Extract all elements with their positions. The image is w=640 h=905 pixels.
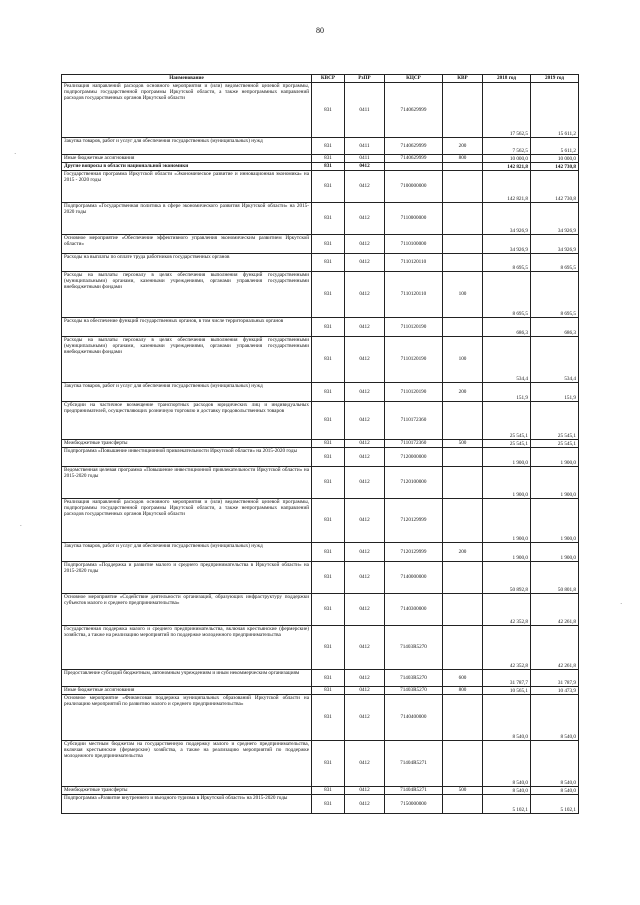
scan-speck: ·	[620, 600, 623, 608]
cell-name: Основное мероприятие «Содействие деятельности организаций, образующих инфраструктуру поддержки субъектов малого и среднего предпринимательства»	[62, 594, 312, 626]
cell-kvr	[443, 795, 483, 814]
cell-y2018: 34 926,9	[483, 235, 531, 254]
cell-kcsr: 7110000000	[385, 203, 443, 235]
cell-y2018: 8 540,0	[483, 787, 531, 795]
cell-kvr	[443, 499, 483, 543]
cell-y2019: 151,9	[531, 383, 579, 402]
cell-rzpr: 0412	[345, 203, 385, 235]
cell-kcsr: 7110120190	[385, 383, 443, 402]
cell-name: Закупка товаров, работ и услуг для обеспечения государственных (муниципальных) нужд	[62, 138, 312, 155]
cell-y2019: 8 695,5	[531, 272, 579, 318]
cell-name: Расходы на выплаты персоналу в целях обеспечения выполнения функций государственными (муниципальными) органами, казенными учреждениями, органами управления государственными внебюджетными фондами	[62, 272, 312, 318]
cell-rzpr: 0412	[345, 543, 385, 562]
header-name: Наименование	[62, 75, 312, 83]
cell-y2019: 5 611,2	[531, 138, 579, 155]
cell-rzpr: 0412	[345, 499, 385, 543]
cell-name: Реализация направлений расходов основного мероприятия и (или) ведомственной целевой программы, подпрограммы государственной программы Иркутской области, а также непрограммных направлений расходов государственных органов Иркутской области	[62, 499, 312, 543]
cell-kcsr: 7120000000	[385, 448, 443, 467]
cell-kvsr: 831	[312, 138, 345, 155]
cell-rzpr: 0412	[345, 448, 385, 467]
cell-kcsr: 7120129999	[385, 499, 443, 543]
cell-kvsr: 831	[312, 795, 345, 814]
cell-kvr: 500	[443, 787, 483, 795]
table-row	[62, 626, 579, 670]
cell-name: Подпрограмма «Повышение инвестиционной привлекательности Иркутской области» на 2015-2020 годы	[62, 448, 312, 467]
cell-y2018: 1 900,0	[483, 543, 531, 562]
cell-y2018: 142 821,8	[483, 163, 531, 171]
cell-name: Расходы на выплаты по оплате труда работников государственных органов	[62, 254, 312, 272]
cell-name: Расходы на обеспечение функций государственных органов, в том числе территориальных органов	[62, 318, 312, 337]
cell-rzpr: 0412	[345, 594, 385, 626]
header-kcsr: КЦСР	[385, 75, 443, 83]
header-kvsr: КВСР	[312, 75, 345, 83]
table-row	[62, 562, 579, 594]
cell-rzpr: 0412	[345, 402, 385, 440]
cell-kvsr: 831	[312, 254, 345, 272]
cell-y2019: 686,3	[531, 318, 579, 337]
cell-y2018: 8 695,5	[483, 254, 531, 272]
cell-y2019: 25 545,1	[531, 402, 579, 440]
cell-kvsr: 831	[312, 687, 345, 695]
cell-y2019: 15 611,2	[531, 83, 579, 138]
header-kvr: КВР	[443, 75, 483, 83]
cell-kvsr: 831	[312, 670, 345, 687]
budget-table	[61, 74, 579, 814]
cell-kvr	[443, 203, 483, 235]
table-header-row	[62, 75, 579, 83]
cell-name: Межбюджетные трансферты	[62, 787, 312, 795]
cell-y2019: 142 730,8	[531, 171, 579, 203]
cell-kvr	[443, 235, 483, 254]
cell-kcsr: 7140000000	[385, 562, 443, 594]
cell-name: Подпрограмма «Развитие внутреннего и въездного туризма в Иркутской области» на 2015-2020 годы	[62, 795, 312, 814]
cell-rzpr: 0412	[345, 687, 385, 695]
cell-kcsr: 7120129999	[385, 543, 443, 562]
cell-kvr	[443, 254, 483, 272]
cell-y2018: 8 540,0	[483, 695, 531, 741]
cell-y2019: 25 545,1	[531, 440, 579, 448]
cell-kvr	[443, 318, 483, 337]
cell-name: Основное мероприятие «Обеспечение эффективного управления экономическим развитием Иркутской области»	[62, 235, 312, 254]
table-row	[62, 670, 579, 687]
cell-kcsr: 71403R5270	[385, 687, 443, 695]
cell-kvsr: 831	[312, 203, 345, 235]
table-row	[62, 203, 579, 235]
cell-y2019: 10 473,9	[531, 687, 579, 695]
cell-name: Государственная программа Иркутской области «Экономическое развитие и инновационная экономика» на 2015 - 2020 годы	[62, 171, 312, 203]
cell-kvr	[443, 402, 483, 440]
cell-name: Государственная поддержка малого и среднего предпринимательства, включая крестьянские (фермерские) хозяйства, а также на реализацию мероприятий по поддержке молодежного предпринимательства	[62, 626, 312, 670]
table-row	[62, 254, 579, 272]
cell-kvsr: 831	[312, 594, 345, 626]
cell-kvsr: 831	[312, 626, 345, 670]
cell-name: Расходы на выплаты персоналу в целях обеспечения выполнения функций государственными (муниципальными) органами, казенными учреждениями, органами управления государственными внебюджетными фондами	[62, 337, 312, 383]
cell-name: Подпрограмма «Поддержка и развитие малого и среднего предпринимательства в Иркутской области» на 2015-2020 годы	[62, 562, 312, 594]
table-row	[62, 741, 579, 787]
scan-speck: ·	[14, 150, 17, 158]
cell-rzpr: 0412	[345, 318, 385, 337]
table-row	[62, 594, 579, 626]
cell-name: Основное мероприятие «Финансовая поддержка муниципальных образований Иркутской области на реализацию мероприятий по развитию малого и среднего предпринимательства»	[62, 695, 312, 741]
cell-name: Другие вопросы в области национальной экономики	[62, 163, 312, 171]
cell-kvsr: 831	[312, 440, 345, 448]
cell-kcsr: 7140400000	[385, 695, 443, 741]
table-body	[62, 83, 579, 814]
cell-kvr: 500	[443, 440, 483, 448]
table-row	[62, 163, 579, 171]
cell-kcsr: 7150000000	[385, 795, 443, 814]
cell-y2019: 534,4	[531, 337, 579, 383]
table-row	[62, 318, 579, 337]
cell-kcsr: 7110120110	[385, 272, 443, 318]
table-row	[62, 499, 579, 543]
table-row	[62, 235, 579, 254]
cell-rzpr: 0412	[345, 163, 385, 171]
table-row	[62, 383, 579, 402]
cell-y2019: 42 261,8	[531, 594, 579, 626]
cell-kvr: 800	[443, 687, 483, 695]
cell-y2018: 25 545,1	[483, 440, 531, 448]
cell-y2018: 31 787,7	[483, 670, 531, 687]
table-row	[62, 402, 579, 440]
cell-kcsr: 7110100000	[385, 235, 443, 254]
cell-y2019: 34 926,9	[531, 203, 579, 235]
cell-rzpr: 0411	[345, 138, 385, 155]
cell-kcsr: 7110172360	[385, 440, 443, 448]
cell-kcsr: 7140629999	[385, 155, 443, 163]
cell-rzpr: 0412	[345, 171, 385, 203]
cell-kcsr: 71404R5271	[385, 741, 443, 787]
cell-name: Предоставление субсидий бюджетным, автономным учреждениям и иным некоммерческим организациям	[62, 670, 312, 687]
cell-kvsr: 831	[312, 235, 345, 254]
cell-kvsr: 831	[312, 467, 345, 499]
cell-y2018: 1 900,0	[483, 448, 531, 467]
cell-y2019: 8 540,0	[531, 741, 579, 787]
cell-y2018: 7 562,5	[483, 138, 531, 155]
cell-rzpr: 0411	[345, 155, 385, 163]
table-row	[62, 787, 579, 795]
cell-kvr: 600	[443, 670, 483, 687]
cell-kvr: 200	[443, 543, 483, 562]
table-row	[62, 138, 579, 155]
table-row	[62, 795, 579, 814]
cell-y2018: 8 540,0	[483, 741, 531, 787]
cell-name: Закупка товаров, работ и услуг для обеспечения государственных (муниципальных) нужд	[62, 543, 312, 562]
cell-rzpr: 0412	[345, 467, 385, 499]
cell-kcsr: 7120100000	[385, 467, 443, 499]
cell-name: Субсидии на частичное возмещение транспортных расходов юридических лиц и индивидуальных предпринимателей, осуществляющих розничную торговлю и доставку продовольственных товаров	[62, 402, 312, 440]
cell-y2019: 1 900,0	[531, 499, 579, 543]
cell-y2019: 5 102,1	[531, 795, 579, 814]
cell-kvsr: 831	[312, 787, 345, 795]
header-2018: 2018 год	[483, 75, 531, 83]
cell-rzpr: 0412	[345, 272, 385, 318]
cell-kvr	[443, 562, 483, 594]
cell-kvsr: 831	[312, 318, 345, 337]
cell-kvr: 200	[443, 383, 483, 402]
cell-name: Субсидии местным бюджетам на государственную поддержку малого и среднего предпринимательства, включая крестьянские (фермерские) хозяйства, а также на реализацию мероприятий по поддержке молодежного предпринимательства	[62, 741, 312, 787]
cell-rzpr: 0412	[345, 440, 385, 448]
cell-rzpr: 0412	[345, 741, 385, 787]
cell-kcsr: 7140629999	[385, 138, 443, 155]
cell-y2018: 42 352,8	[483, 626, 531, 670]
cell-y2019: 31 787,9	[531, 670, 579, 687]
cell-kvsr: 831	[312, 543, 345, 562]
cell-name: Иные бюджетные ассигнования	[62, 687, 312, 695]
cell-y2018: 5 102,1	[483, 795, 531, 814]
cell-rzpr: 0412	[345, 383, 385, 402]
table-row	[62, 155, 579, 163]
table-row	[62, 272, 579, 318]
cell-kvsr: 831	[312, 562, 345, 594]
cell-kcsr: 7110120190	[385, 337, 443, 383]
cell-name: Реализация направлений расходов основного мероприятия и (или) ведомственной целевой программы, подпрограммы государственной программы Иркутской области, а также непрограммных направлений расходов государственных органов Иркутской области	[62, 83, 312, 138]
cell-y2019: 10 000,0	[531, 155, 579, 163]
cell-rzpr: 0412	[345, 562, 385, 594]
cell-kvr	[443, 695, 483, 741]
cell-rzpr: 0412	[345, 695, 385, 741]
cell-kcsr: 71403R5270	[385, 626, 443, 670]
cell-kvr	[443, 171, 483, 203]
cell-name: Межбюджетные трансферты	[62, 440, 312, 448]
cell-y2018: 142 821,8	[483, 171, 531, 203]
cell-kvr	[443, 83, 483, 138]
cell-y2019: 8 540,0	[531, 787, 579, 795]
cell-kvsr: 831	[312, 741, 345, 787]
cell-y2019: 42 261,8	[531, 626, 579, 670]
cell-kvr: 100	[443, 337, 483, 383]
cell-rzpr: 0412	[345, 787, 385, 795]
cell-kvsr: 831	[312, 163, 345, 171]
cell-kvsr: 831	[312, 83, 345, 138]
cell-rzpr: 0412	[345, 626, 385, 670]
cell-kvr: 100	[443, 272, 483, 318]
cell-kcsr: 7140300000	[385, 594, 443, 626]
cell-y2018: 42 352,8	[483, 594, 531, 626]
cell-rzpr: 0412	[345, 670, 385, 687]
cell-kcsr	[385, 163, 443, 171]
cell-rzpr: 0412	[345, 337, 385, 383]
cell-y2018: 34 926,9	[483, 203, 531, 235]
cell-y2019: 1 900,0	[531, 448, 579, 467]
table-row	[62, 83, 579, 138]
cell-y2018: 686,3	[483, 318, 531, 337]
cell-y2019: 142 730,8	[531, 163, 579, 171]
cell-kcsr: 7110120190	[385, 318, 443, 337]
cell-name: Подпрограмма «Государственная политика в сфере экономического развития Иркутской области» на 2015-2020 годы	[62, 203, 312, 235]
table-row	[62, 337, 579, 383]
cell-kvsr: 831	[312, 155, 345, 163]
cell-y2019: 1 900,0	[531, 467, 579, 499]
cell-kcsr: 7110172360	[385, 402, 443, 440]
scan-speck: .	[20, 520, 22, 528]
cell-y2019: 8 540,0	[531, 695, 579, 741]
page-number: 80	[316, 26, 324, 35]
cell-y2018: 25 545,1	[483, 402, 531, 440]
cell-kvsr: 831	[312, 383, 345, 402]
cell-rzpr: 0412	[345, 235, 385, 254]
table-row	[62, 467, 579, 499]
table-row	[62, 687, 579, 695]
cell-y2018: 8 695,5	[483, 272, 531, 318]
cell-y2018: 10 000,0	[483, 155, 531, 163]
cell-y2018: 50 892,8	[483, 562, 531, 594]
cell-name: Закупка товаров, работ и услуг для обеспечения государственных (муниципальных) нужд	[62, 383, 312, 402]
cell-y2018: 1 900,0	[483, 467, 531, 499]
header-2019: 2019 год	[531, 75, 579, 83]
cell-kvsr: 831	[312, 499, 345, 543]
cell-y2018: 534,4	[483, 337, 531, 383]
cell-kcsr: 71404R5271	[385, 787, 443, 795]
cell-kvr	[443, 448, 483, 467]
cell-kvsr: 831	[312, 695, 345, 741]
table-row	[62, 543, 579, 562]
cell-rzpr: 0412	[345, 254, 385, 272]
cell-y2018: 1 900,0	[483, 499, 531, 543]
cell-kvr: 800	[443, 155, 483, 163]
table-row	[62, 448, 579, 467]
cell-y2019: 1 900,0	[531, 543, 579, 562]
cell-name: Иные бюджетные ассигнования	[62, 155, 312, 163]
cell-kvr	[443, 626, 483, 670]
cell-kvsr: 831	[312, 171, 345, 203]
table-row	[62, 695, 579, 741]
cell-kcsr: 71403R5270	[385, 670, 443, 687]
cell-y2018: 17 562,5	[483, 83, 531, 138]
cell-rzpr: 0411	[345, 83, 385, 138]
cell-kvr	[443, 467, 483, 499]
cell-kcsr: 7100000000	[385, 171, 443, 203]
cell-y2018: 10 565,1	[483, 687, 531, 695]
table-row	[62, 171, 579, 203]
cell-kvsr: 831	[312, 272, 345, 318]
cell-kvsr: 831	[312, 402, 345, 440]
cell-kvr	[443, 741, 483, 787]
header-rzpr: РзПР	[345, 75, 385, 83]
cell-y2018: 151,9	[483, 383, 531, 402]
cell-kvsr: 831	[312, 448, 345, 467]
table-row	[62, 440, 579, 448]
cell-rzpr: 0412	[345, 795, 385, 814]
cell-kvr	[443, 163, 483, 171]
cell-y2019: 50 801,8	[531, 562, 579, 594]
cell-kvsr: 831	[312, 337, 345, 383]
cell-y2019: 8 695,5	[531, 254, 579, 272]
cell-kvr	[443, 594, 483, 626]
cell-kcsr: 7110120110	[385, 254, 443, 272]
cell-name: Ведомственная целевая программа «Повышение инвестиционной привлекательности Иркутской области» на 2015-2020 годы	[62, 467, 312, 499]
cell-y2019: 34 926,9	[531, 235, 579, 254]
cell-kcsr: 7140629999	[385, 83, 443, 138]
cell-kvr: 200	[443, 138, 483, 155]
